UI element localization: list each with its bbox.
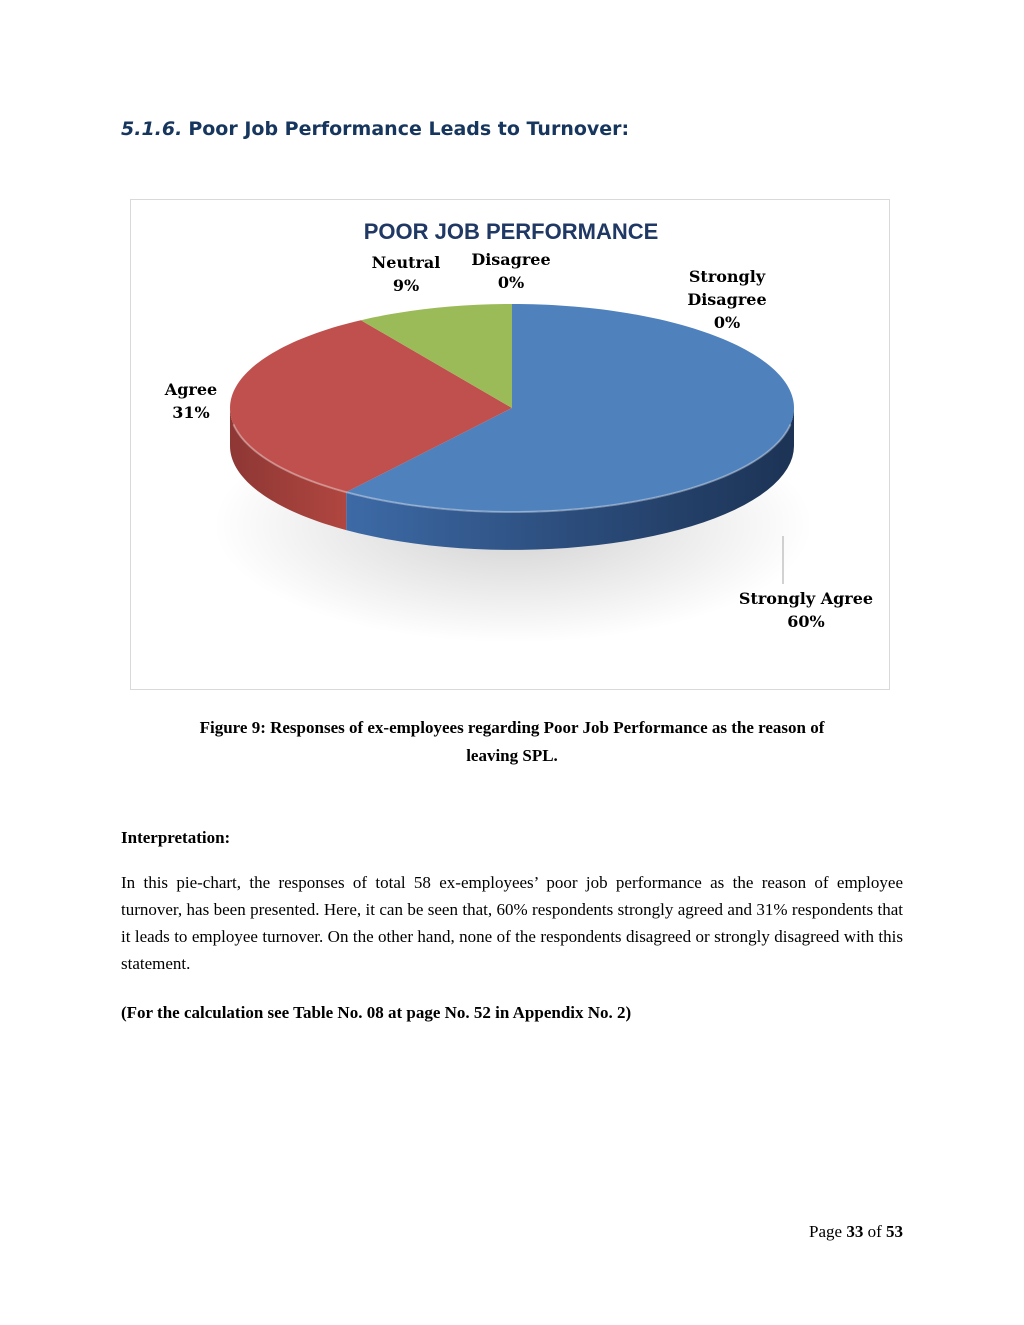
section-title: Poor Job Performance Leads to Turnover: xyxy=(188,118,630,140)
figure-caption-line2: leaving SPL. xyxy=(466,746,558,765)
interpretation-paragraph: In this pie-chart, the responses of total 58 ex-employees’ poor job performance as the reason of employee turnover, has been presented. Here, it can be seen that, 60% respondents strongly agreed and 31% respondents that it leads to employee turnover. On the other hand, none of the respondents disagreed or strongly disagreed with this statement. xyxy=(121,873,903,973)
page-number xyxy=(809,1222,903,1242)
slice-label-strongly-disagree: Strongly xyxy=(688,267,766,286)
slice-value-disagree: 0% xyxy=(497,273,525,292)
section-number: 5.1.6. xyxy=(121,118,183,140)
section-heading xyxy=(121,118,629,140)
pie-body xyxy=(230,304,794,550)
chart-title: POOR JOB PERFORMANCE xyxy=(363,219,659,244)
slice-label-strongly-agree: Strongly Agree xyxy=(738,589,874,608)
slice-value-neutral: 9% xyxy=(392,276,420,295)
pie-chart-frame xyxy=(130,199,890,690)
slice-value-agree: 31% xyxy=(172,403,210,422)
slice-value-strongly-disagree: 0% xyxy=(713,313,741,332)
slice-label-disagree: Disagree xyxy=(471,250,551,269)
page-prefix: Page xyxy=(809,1222,843,1241)
page-current: 33 xyxy=(846,1222,864,1241)
slice-label-agree: Agree xyxy=(164,380,218,399)
interpretation-heading: Interpretation: xyxy=(121,828,231,847)
page-of: of xyxy=(867,1222,882,1241)
slice-label-neutral: Neutral xyxy=(371,253,441,272)
calculation-note: (For the calculation see Table No. 08 at page No. 52 in Appendix No. 2) xyxy=(121,1003,632,1022)
slice-value-strongly-agree: 60% xyxy=(787,612,825,631)
figure-caption xyxy=(121,714,903,770)
figure-caption-line1: Figure 9: Responses of ex-employees regarding Poor Job Performance as the reason of xyxy=(199,718,825,737)
page-total: 53 xyxy=(886,1222,903,1241)
pie-chart xyxy=(131,200,889,689)
slice-label-strongly-disagree-1: Disagree xyxy=(687,290,767,309)
